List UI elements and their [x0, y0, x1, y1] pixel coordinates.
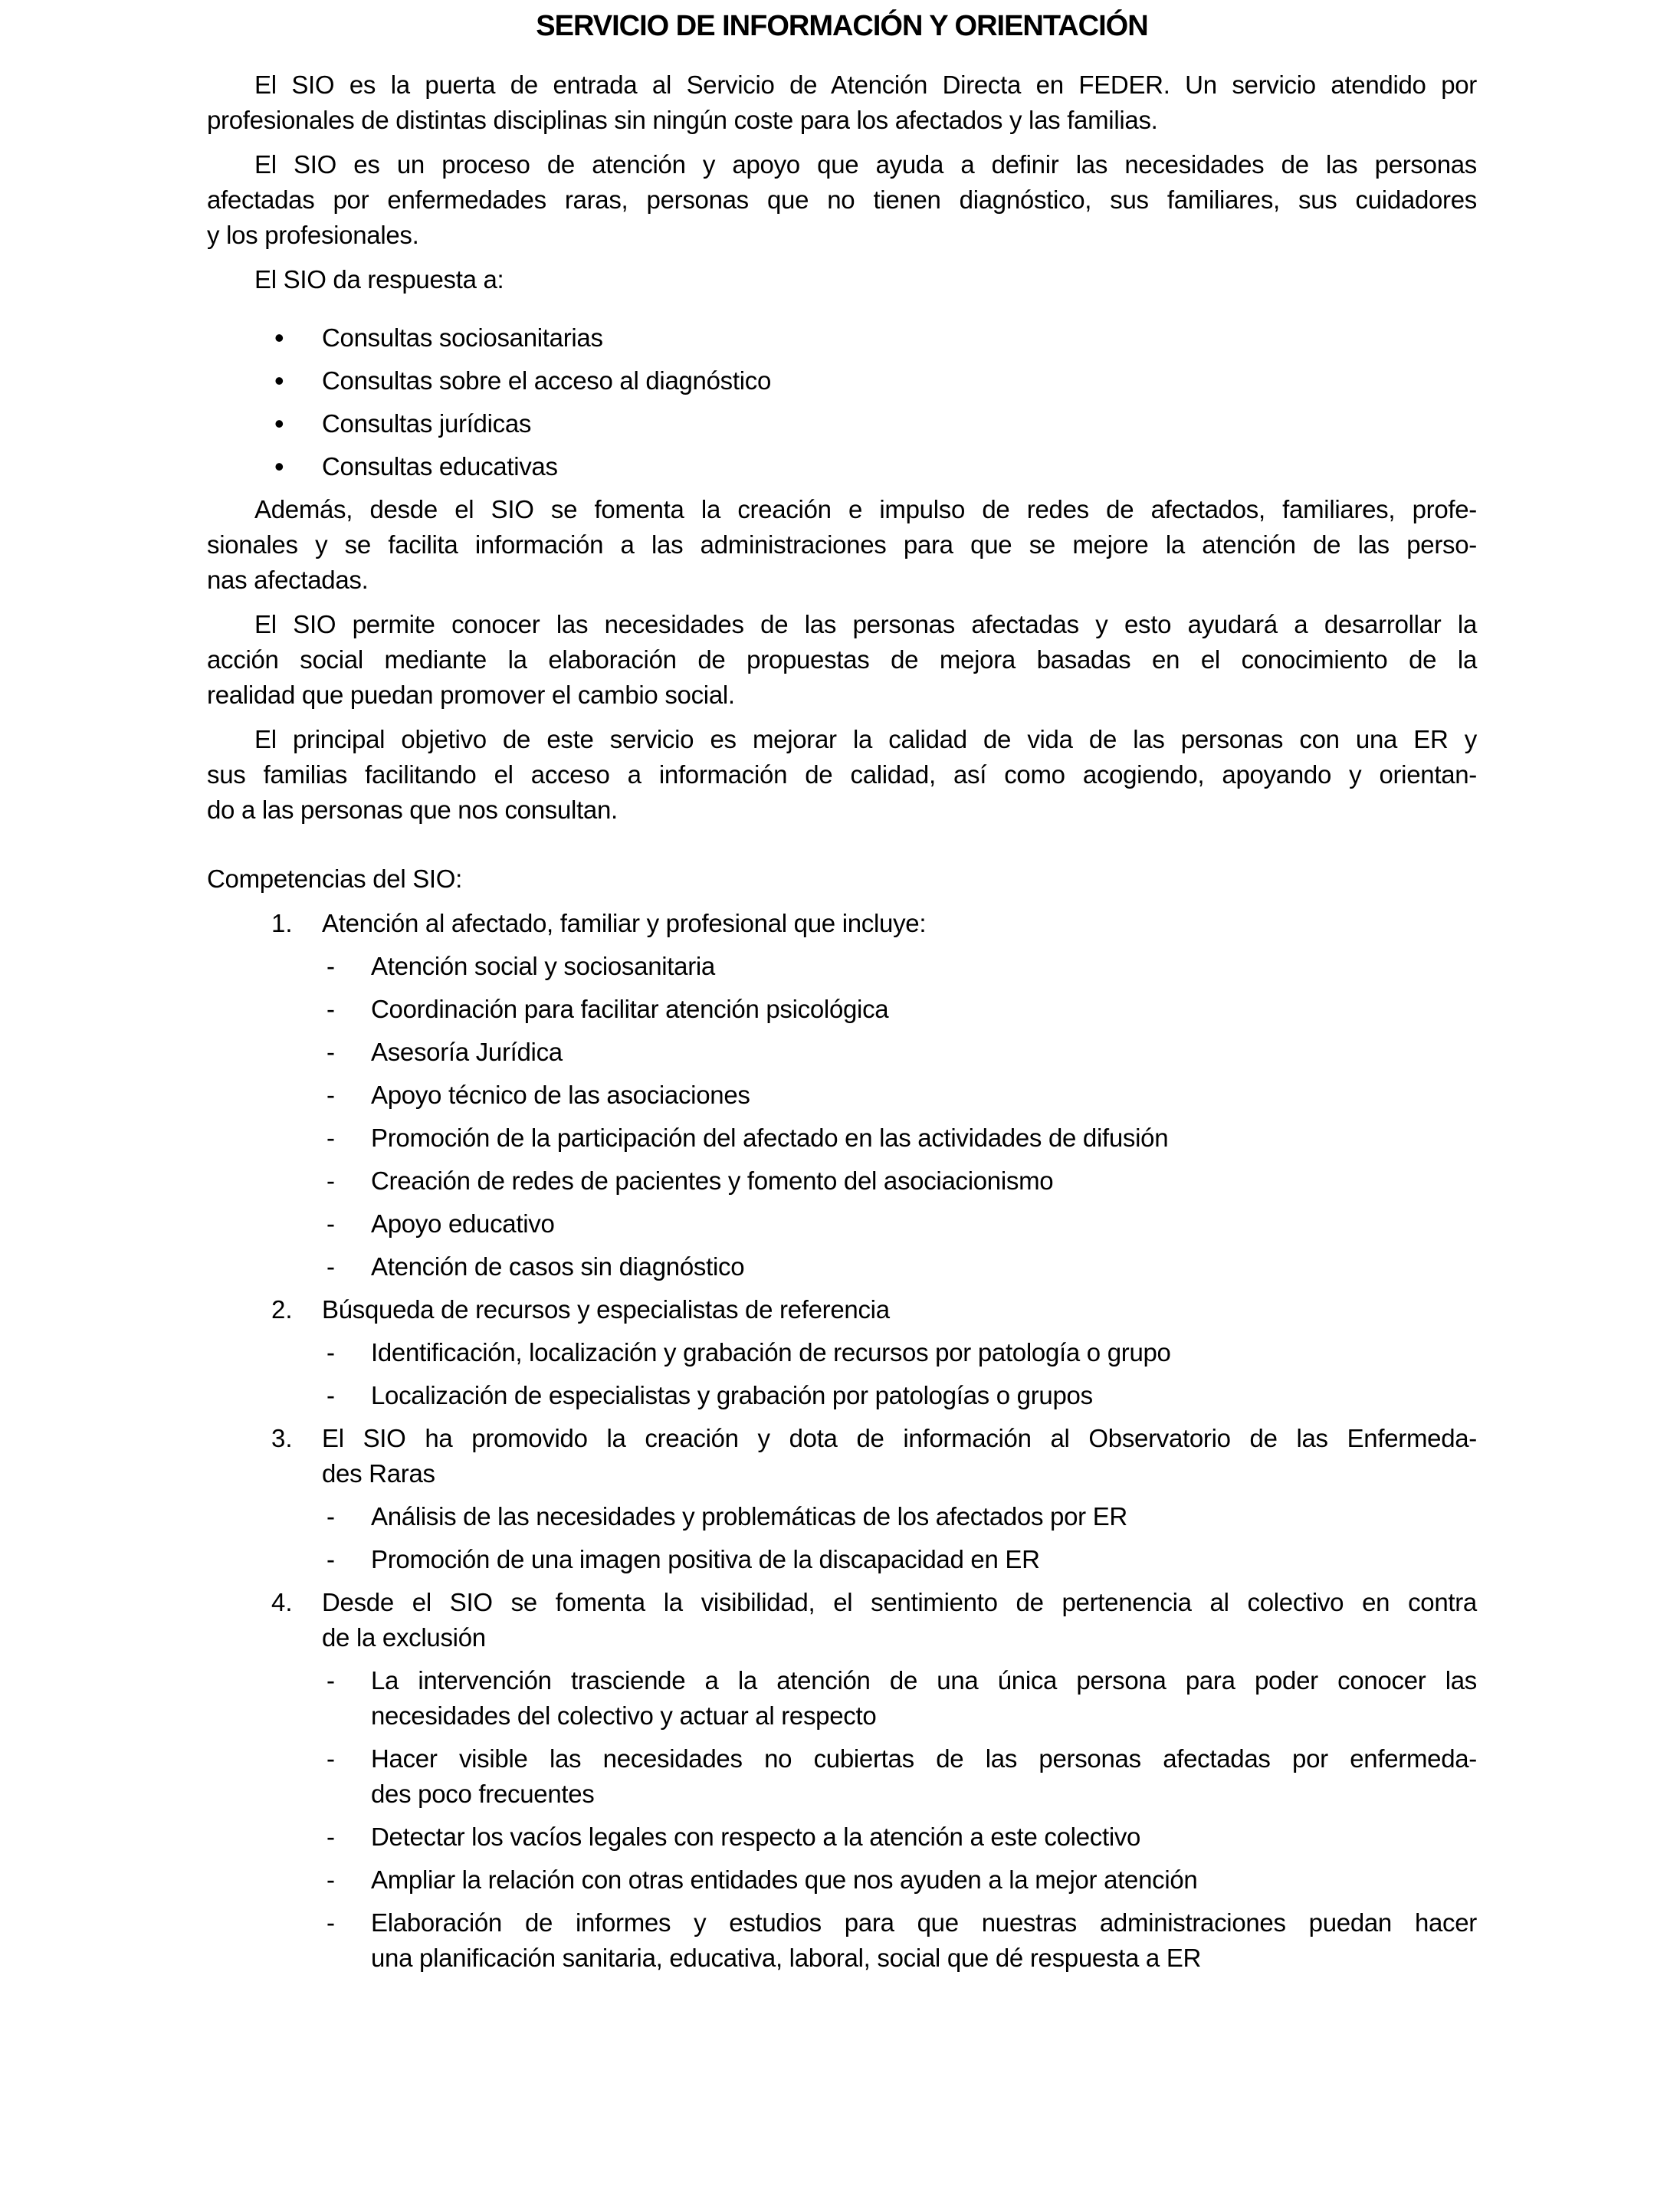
item-text — [371, 1905, 1477, 1976]
paragraph — [207, 607, 1477, 713]
dash-marker: - — [326, 1124, 335, 1152]
item-text — [371, 1542, 1477, 1577]
text-line: de la exclusión — [322, 1623, 486, 1652]
sub-item — [207, 1862, 1477, 1898]
item-text — [371, 949, 1477, 984]
text-line: Consultas jurídicas — [322, 409, 532, 438]
bullet-list — [207, 320, 1477, 484]
paragraph — [207, 147, 1477, 253]
bullet-item — [207, 449, 1477, 484]
numbered-item — [207, 1585, 1477, 1655]
numbered-list — [207, 906, 1477, 1976]
text-line: El SIO es un proceso de atención y apoyo que ayuda a definir las necesidades de las personas — [254, 150, 1477, 179]
dash-marker: - — [326, 952, 335, 980]
text-line: El SIO ha promovido la creación y dota de información al Observatorio de las Enfermeda- — [322, 1424, 1477, 1452]
sub-item — [207, 1206, 1477, 1242]
text-line: Identificación, localización y grabación de recursos por patología o grupo — [371, 1338, 1171, 1367]
sub-item — [207, 1035, 1477, 1070]
sub-item — [207, 1663, 1477, 1734]
dash-marker: - — [326, 1865, 335, 1894]
item-text — [371, 1499, 1477, 1534]
sub-item — [207, 1499, 1477, 1534]
text-line: La intervención trasciende a la atención de una única persona para poder conocer las — [371, 1666, 1477, 1695]
dash-marker: - — [326, 1823, 335, 1851]
dash-marker: - — [326, 1908, 335, 1937]
sub-item — [207, 1335, 1477, 1370]
text-line: Consultas sobre el acceso al diagnóstico — [322, 366, 772, 395]
text-line: El principal objetivo de este servicio es mejorar la calidad de vida de las personas con una ER y — [254, 725, 1477, 753]
text-line: Atención al afectado, familiar y profesional que incluye: — [322, 909, 927, 937]
text-line: Búsqueda de recursos y especialistas de referencia — [322, 1295, 890, 1324]
item-number: 1. — [271, 909, 293, 937]
item-text — [322, 406, 1477, 441]
text-line: Localización de especialistas y grabación por patologías o grupos — [371, 1381, 1093, 1409]
sub-item — [207, 1741, 1477, 1812]
item-text — [371, 1378, 1477, 1413]
text-line: Desde el SIO se fomenta la visibilidad, el sentimiento de pertenencia al colectivo en contra — [322, 1588, 1477, 1616]
dash-marker: - — [326, 995, 335, 1023]
text-line: Atención de casos sin diagnóstico — [371, 1252, 745, 1281]
text-line: Detectar los vacíos legales con respecto a la atención a este colectivo — [371, 1823, 1141, 1851]
item-number: 4. — [271, 1588, 293, 1616]
paragraph — [207, 861, 1477, 897]
bullet-marker: • — [274, 365, 284, 396]
item-text — [371, 1819, 1477, 1855]
item-text — [322, 320, 1477, 356]
item-text — [371, 1206, 1477, 1242]
text-line: Creación de redes de pacientes y fomento del asociacionismo — [371, 1166, 1054, 1195]
text-line: Apoyo técnico de las asociaciones — [371, 1081, 750, 1109]
text-line: sus familias facilitando el acceso a información de calidad, así como acogiendo, apoyando y orientan- — [207, 760, 1477, 789]
bullet-marker: • — [274, 451, 284, 482]
item-text — [322, 449, 1477, 484]
paragraph — [207, 67, 1477, 138]
sub-item — [207, 1819, 1477, 1855]
text-line: Ampliar la relación con otras entidades que nos ayuden a la mejor atención — [371, 1865, 1198, 1894]
dash-marker: - — [326, 1038, 335, 1066]
bullet-marker: • — [274, 322, 284, 353]
dash-marker: - — [326, 1338, 335, 1367]
sub-item — [207, 992, 1477, 1027]
dash-marker: - — [326, 1502, 335, 1531]
text-line: y los profesionales. — [207, 221, 419, 249]
bullet-item — [207, 406, 1477, 441]
text-line: una planificación sanitaria, educativa, laboral, social que dé respuesta a ER — [371, 1944, 1202, 1972]
text-line: Elaboración de informes y estudios para que nuestras administraciones puedan hacer — [371, 1908, 1477, 1937]
item-text — [322, 906, 1477, 941]
dash-marker: - — [326, 1381, 335, 1409]
text-line: El SIO permite conocer las necesidades de las personas afectadas y esto ayudará a desarrollar la — [254, 610, 1477, 638]
numbered-item — [207, 1421, 1477, 1491]
text-line: Asesoría Jurídica — [371, 1038, 563, 1066]
bullet-item — [207, 363, 1477, 399]
sub-item — [207, 1078, 1477, 1113]
paragraph — [207, 262, 1477, 297]
text-line: Atención social y sociosanitaria — [371, 952, 715, 980]
numbered-item — [207, 1292, 1477, 1327]
bullet-item — [207, 320, 1477, 356]
numbered-item — [207, 906, 1477, 941]
item-number: 2. — [271, 1295, 293, 1324]
document-title: SERVICIO DE INFORMACIÓN Y ORIENTACIÓN — [536, 10, 1148, 42]
item-text — [371, 1163, 1477, 1199]
paragraph — [207, 722, 1477, 828]
item-text — [371, 1035, 1477, 1070]
text-line: Además, desde el SIO se fomenta la creación e impulso de redes de afectados, familiares, profe- — [254, 495, 1477, 523]
text-line: Coordinación para facilitar atención psicológica — [371, 995, 889, 1023]
item-text — [371, 1663, 1477, 1734]
text-line: El SIO es la puerta de entrada al Servicio de Atención Directa en FEDER. Un servicio atendido por — [254, 71, 1477, 99]
text-line: Hacer visible las necesidades no cubiertas de las personas afectadas por enfermeda- — [371, 1744, 1477, 1773]
text-line: realidad que puedan promover el cambio social. — [207, 681, 735, 709]
text-line: El SIO da respuesta a: — [254, 265, 504, 294]
text-line: Promoción de una imagen positiva de la discapacidad en ER — [371, 1545, 1040, 1573]
text-line: Consultas educativas — [322, 452, 558, 481]
item-text — [371, 992, 1477, 1027]
paragraph — [207, 492, 1477, 598]
item-text — [322, 363, 1477, 399]
text-line: afectadas por enfermedades raras, personas que no tienen diagnóstico, sus familiares, sus cuidadores — [207, 185, 1477, 214]
sub-item — [207, 1378, 1477, 1413]
item-text — [322, 1421, 1477, 1491]
dash-marker: - — [326, 1252, 335, 1281]
sub-item — [207, 1120, 1477, 1156]
sub-item — [207, 1163, 1477, 1199]
item-text — [371, 1249, 1477, 1285]
dash-marker: - — [326, 1166, 335, 1195]
dash-marker: - — [326, 1081, 335, 1109]
text-line: sionales y se facilita información a las administraciones para que se mejore la atención de las perso- — [207, 530, 1477, 559]
item-text — [322, 1292, 1477, 1327]
sub-item — [207, 949, 1477, 984]
item-text — [371, 1078, 1477, 1113]
text-line: Promoción de la participación del afectado en las actividades de difusión — [371, 1124, 1169, 1152]
text-line: do a las personas que nos consultan. — [207, 796, 618, 824]
dash-marker: - — [326, 1744, 335, 1773]
text-line: Competencias del SIO: — [207, 865, 463, 893]
sub-item — [207, 1542, 1477, 1577]
bullet-marker: • — [274, 408, 284, 439]
dash-marker: - — [326, 1209, 335, 1238]
sub-item — [207, 1905, 1477, 1976]
item-text — [371, 1120, 1477, 1156]
item-text — [322, 1585, 1477, 1655]
dash-marker: - — [326, 1545, 335, 1573]
text-line: Consultas sociosanitarias — [322, 323, 603, 352]
text-line: Análisis de las necesidades y problemáticas de los afectados por ER — [371, 1502, 1127, 1531]
item-text — [371, 1862, 1477, 1898]
item-number: 3. — [271, 1424, 293, 1452]
dash-marker: - — [326, 1666, 335, 1695]
item-text — [371, 1741, 1477, 1812]
text-line: Apoyo educativo — [371, 1209, 555, 1238]
sub-item — [207, 1249, 1477, 1285]
text-line: profesionales de distintas disciplinas sin ningún coste para los afectados y las familias. — [207, 106, 1158, 134]
text-line: nas afectadas. — [207, 566, 369, 594]
text-line: acción social mediante la elaboración de propuestas de mejora basadas en el conocimiento de la — [207, 645, 1477, 674]
text-line: des poco frecuentes — [371, 1780, 595, 1808]
item-text — [371, 1335, 1477, 1370]
text-line: des Raras — [322, 1459, 435, 1488]
text-line: necesidades del colectivo y actuar al respecto — [371, 1701, 877, 1730]
